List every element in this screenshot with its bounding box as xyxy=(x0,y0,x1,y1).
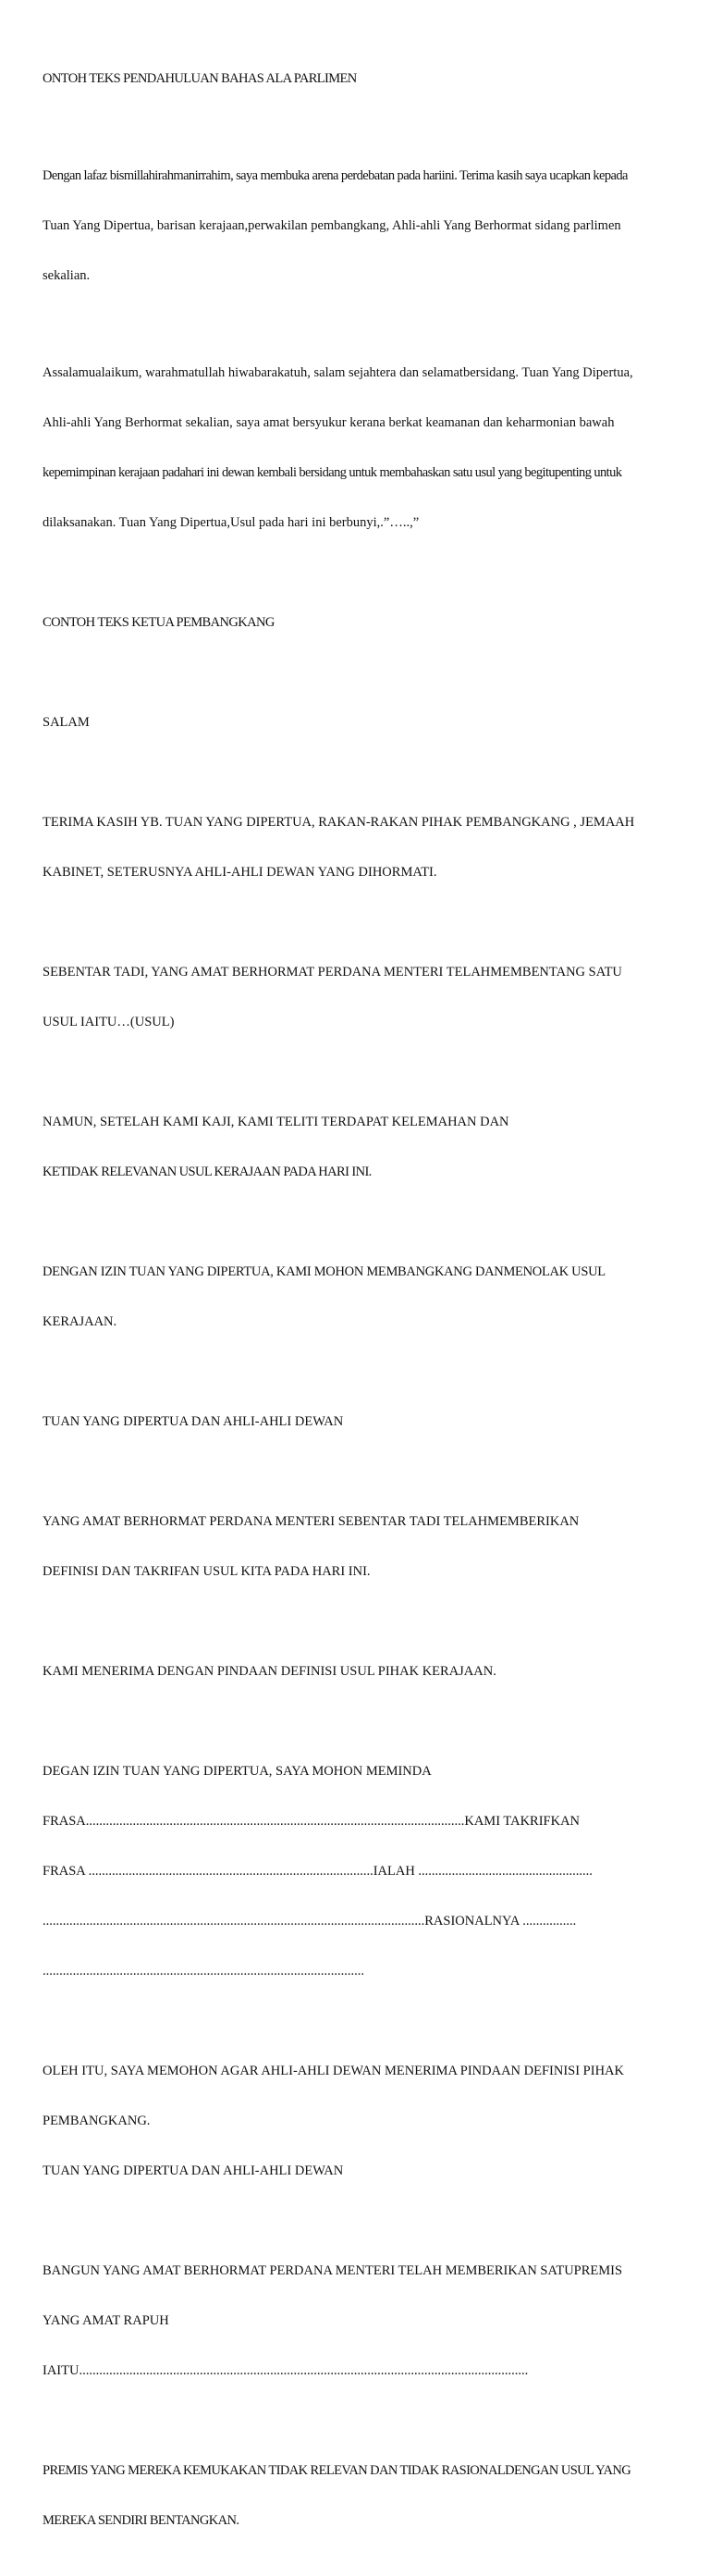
text-line: PEMBANGKANG. xyxy=(43,2114,151,2128)
text-line: BANGUN YANG AMAT BERHORMAT PERDANA MENTERI TELAH MEMBERIKAN SATUPREMIS xyxy=(43,2263,623,2278)
text-line: DEGAN IZIN TUAN YANG DIPERTUA, SAYA MOHON MEMINDA xyxy=(43,1764,432,1779)
text-line: ONTOH TEKS PENDAHULUAN BAHAS ALA PARLIMEN xyxy=(43,71,357,86)
text-line: Dengan lafaz bismillahirahmanirrahim, saya membuka arena perdebatan pada hariini. Terima kasih saya ucapkan kepada xyxy=(43,168,628,183)
text-line: ................................................................................................ xyxy=(43,1964,364,1978)
paragraph-definisi xyxy=(43,1480,669,1613)
paragraph-pindaan xyxy=(43,1630,669,1713)
text-line: NAMUN, SETELAH KAMI KAJI, KAMI TELITI TERDAPAT KELEMAHAN DAN xyxy=(43,1115,509,1129)
paragraph-namun xyxy=(43,1080,669,1214)
text-line: sekalian. xyxy=(43,268,91,283)
paragraph-dengan-izin xyxy=(43,1230,669,1363)
text-line: CONTOH TEKS KETUA PEMBANGKANG xyxy=(43,615,275,630)
text-line: Assalamualaikum, warahmatullah hiwabarakatuh, salam sejahtera dan selamatbersidang. Tuan Yang Dipertua, xyxy=(43,365,633,380)
paragraph-tuan-yang-dipertua xyxy=(43,1380,669,1463)
text-line: Tuan Yang Dipertua, barisan kerajaan,perwakilan pembangkang, Ahli-ahli Yang Berhormat sidang parlimen xyxy=(43,218,621,233)
text-line: KAMI MENERIMA DENGAN PINDAAN DEFINISI USUL PIHAK KERAJAAN. xyxy=(43,1664,496,1679)
paragraph-assalamualaikum xyxy=(43,331,669,564)
text-line: ..................................................................................................................RASIONALNYA ................ xyxy=(43,1914,577,1929)
text-line: YANG AMAT RAPUH xyxy=(43,2313,169,2328)
text-line: TUAN YANG DIPERTUA DAN AHLI-AHLI DEWAN xyxy=(43,2163,344,2178)
text-line: DEFINISI DAN TAKRIFAN USUL KITA PADA HARI INI. xyxy=(43,1564,371,1579)
text-line: DENGAN IZIN TUAN YANG DIPERTUA, KAMI MOHON MEMBANGKANG DANMENOLAK USUL xyxy=(43,1264,606,1279)
text-line: TERIMA KASIH YB. TUAN YANG DIPERTUA, RAKAN-RAKAN PIHAK PEMBANGKANG , JEMAAH xyxy=(43,815,635,830)
paragraph-premis xyxy=(43,2429,669,2562)
text-line: IAITU...................................................................................................................................... xyxy=(43,2363,529,2378)
paragraph-terima-kasih xyxy=(43,781,669,914)
paragraph-oleh-itu xyxy=(43,2029,669,2212)
paragraph-lafaz xyxy=(43,134,669,317)
text-line: SALAM xyxy=(43,715,90,730)
text-line: OLEH ITU, SAYA MEMOHON AGAR AHLI-AHLI DEWAN MENERIMA PINDAAN DEFINISI PIHAK xyxy=(43,2064,624,2078)
text-line: PREMIS YANG MEREKA KEMUKAKAN TIDAK RELEVAN DAN TIDAK RASIONALDENGAN USUL YANG xyxy=(43,2463,631,2478)
heading-pendahuluan xyxy=(43,37,669,120)
text-line: dilaksanakan. Tuan Yang Dipertua,Usul pada hari ini berbunyi,.”…..,” xyxy=(43,515,420,530)
paragraph-salam xyxy=(43,681,669,764)
text-line: Ahli-ahli Yang Berhormat sekalian, saya amat bersyukur kerana berkat keamanan dan keharmonian bawah xyxy=(43,415,615,430)
text-line: SEBENTAR TADI, YANG AMAT BERHORMAT PERDANA MENTERI TELAHMEMBENTANG SATU xyxy=(43,965,622,980)
text-line: YANG AMAT BERHORMAT PERDANA MENTERI SEBENTAR TADI TELAHMEMBERIKAN xyxy=(43,1514,580,1529)
text-line: FRASA.................................................................................................................KAMI TAKRIFKAN xyxy=(43,1814,581,1829)
text-line: KERAJAAN. xyxy=(43,1314,117,1329)
paragraph-bangun xyxy=(43,2229,669,2412)
heading-ketua-pembangkang xyxy=(43,581,669,664)
text-line: USUL IAITU…(USUL) xyxy=(43,1015,175,1029)
paragraph-sebentar-tadi xyxy=(43,931,669,1064)
text-line: FRASA .....................................................................................IALAH .................................................... xyxy=(43,1864,593,1879)
text-line: KABINET, SETERUSNYA AHLI-AHLI DEWAN YANG DIHORMATI. xyxy=(43,865,437,880)
text-line: TUAN YANG DIPERTUA DAN AHLI-AHLI DEWAN xyxy=(43,1414,344,1429)
text-line: kepemimpinan kerajaan padahari ini dewan kembali bersidang untuk membahaskan satu usul yang begitupenting untuk xyxy=(43,465,622,480)
text-line: KETIDAK RELEVANAN USUL KERAJAAN PADA HARI INI. xyxy=(43,1165,372,1179)
paragraph-meminda-frasa xyxy=(43,1730,669,2013)
text-line: MEREKA SENDIRI BENTANGKAN. xyxy=(43,2513,239,2528)
document-page xyxy=(43,37,669,2576)
